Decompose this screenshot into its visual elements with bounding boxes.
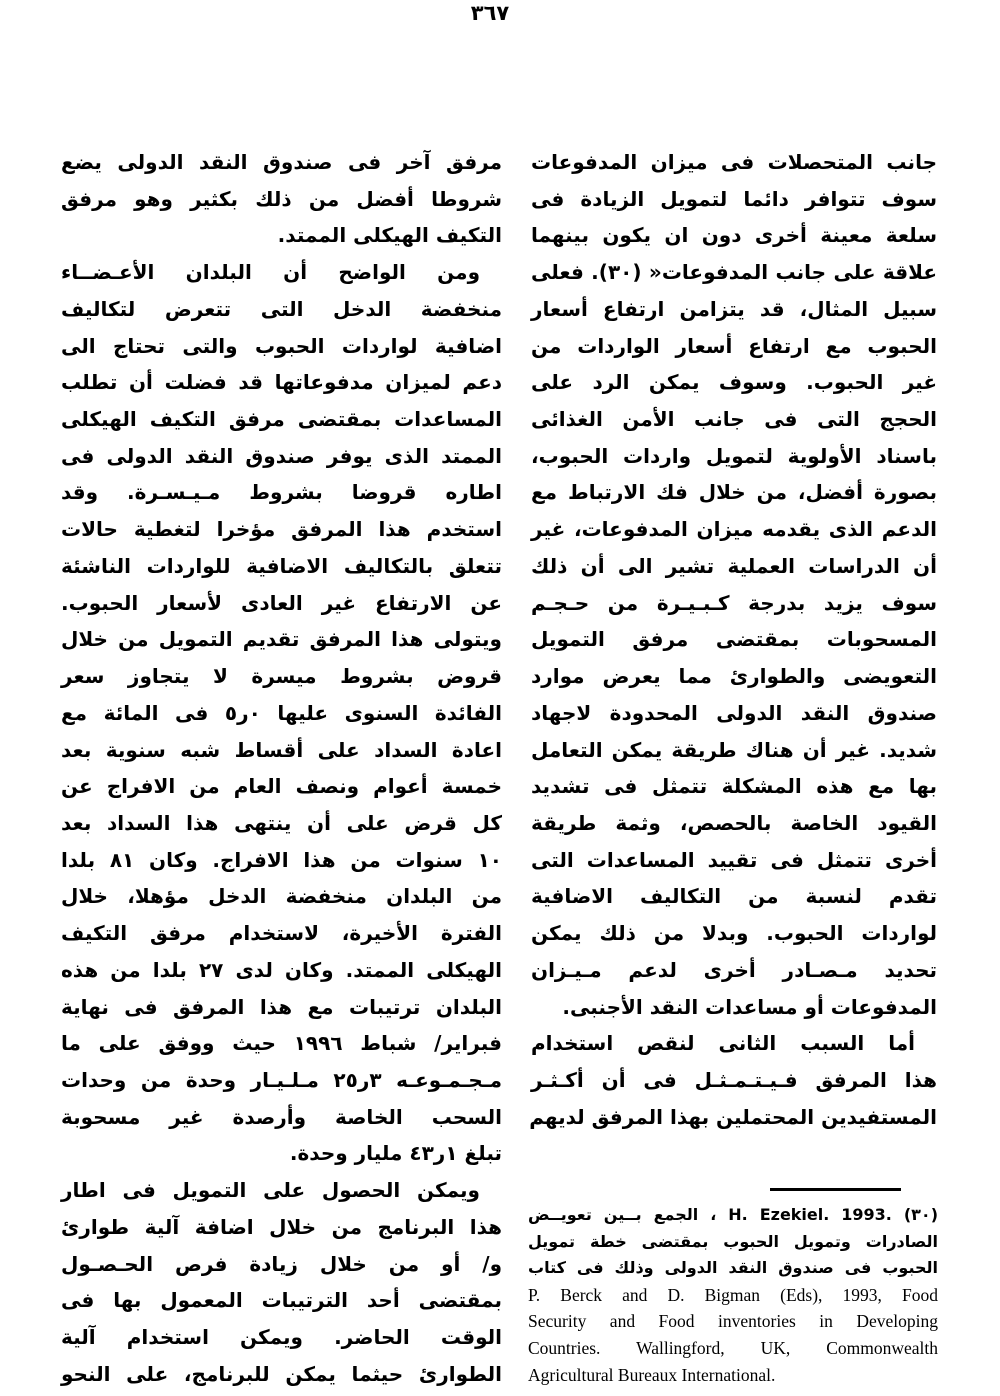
text-line: من البلدان منخفضة الدخل مؤهلا، خلال (61, 884, 502, 909)
text-line: (٣٠) H. Ezekiel. 1993.‎ ، الجمع بــين تعويــض (528, 1205, 938, 1224)
text-line: صندوق النقد الدولى المحدودة لاجهاد (531, 700, 937, 725)
text-line: بمقتضى أحد الترتيبات المعمول بها فى (61, 1288, 502, 1313)
text-line: أما السبب الثانى لنقص استخدام (531, 1031, 915, 1056)
text-line: الوقت الحاضر. ويمكن استخدام آلية (61, 1325, 502, 1349)
text-line: المدفوعات أو مساعدات النقد الأجنبى. (562, 994, 937, 1019)
text-line: أن الدراسات العملية تشير الى أن ذلك (531, 553, 937, 578)
text-line: علاقة على جانب المدفوعات« (٣٠). فعلى (531, 260, 938, 285)
text-line: قروض بشروط ميسرة لا يتجاوز سعر (61, 664, 502, 689)
page-number: ٣٦٧ (470, 1, 510, 25)
right-column (531, 144, 937, 1135)
text-line: منخفضة الدخل التى تتعرض لتكاليف (61, 296, 502, 321)
text-line: ومن الواضح أن البلدان الأعـضــاء (61, 260, 480, 285)
text-line: جانب المتحصلات فى ميزان المدفوعات (531, 150, 937, 174)
text-line: أخرى تتمثل فى تقييد المساعدات التى (531, 847, 937, 872)
text-line: القيود الخاصة بالحصص، وثمة طريقة (531, 810, 937, 835)
text-line: اضافية لواردات الحبوب والتى تحتاج الى (61, 333, 502, 358)
text-line: اعادة السداد على أقساط شبه سنوية بعد (61, 737, 502, 762)
left-column (61, 144, 502, 1392)
text-line: مـجـمـوعـه ٣ر٢٥ مـلـيـار وحدة من وحدات (61, 1067, 502, 1092)
text-line: و/ أو من خلال زيادة فرص الحـصـول (61, 1251, 502, 1276)
text-line: الفائدة السنوى عليها ٠ر٥ فى المائة مع (61, 700, 502, 725)
text-line: الحبوب فى صندوق النقد الدولى وذلك فى كتاب (528, 1258, 938, 1278)
text-line: الهيكلى الممتد. وكان لدى ٢٧ بلدا من هذه (61, 957, 503, 982)
text-line: الصادرات وتمويل الحبوب بمقتضى خطة تمويل (528, 1231, 938, 1251)
text-line: غير الحبوب. وسوف يمكن الرد على (531, 370, 937, 395)
text-line: دعم لميزان مدفوعاتها قد فضلت أن تطلب (61, 370, 502, 395)
text-line: الطوارئ حيثما يمكن للبرنامج، على النحو (61, 1361, 502, 1386)
text-line: تبلغ ١ر٤٣ مليار وحدة. (289, 1141, 502, 1166)
text-line: اطاره قروضا بشروط مـيـسـرة. وقد (61, 480, 502, 505)
text-line: كل قرض على أن ينتهى هذا السداد بعد (61, 810, 502, 835)
text-line: التكيف الهيكلى الممتد. (277, 223, 502, 248)
text-line: سوف تتوافر دائما لتمويل الزيادة فى (531, 186, 937, 211)
footnote-separator (770, 1188, 901, 1191)
text-line: شديد. غير أن هناك طريقة يمكن التعامل (531, 737, 937, 762)
text-line: باسناد الأولوية لتمويل واردات الحبوب، (531, 443, 937, 468)
text-line: شروطا أفضل من ذلك بكثير وهو مرفق (61, 186, 502, 211)
text-line: هذا البرنامج من خلال اضافة آلية طوارئ (61, 1214, 502, 1239)
text-line: تتعلق بالتكاليف الاضافية للواردات الناشئة (61, 553, 502, 578)
text-line: Countries. Wallingford, UK, Commonwealth (528, 1337, 938, 1358)
text-line: تحديد مـصـادر أخرى لدعم مـيـزان (531, 957, 937, 982)
text-line: سوف يزيد بدرجة كـبـيـرة من حـجـم (531, 590, 937, 615)
text-line: البلدان ترتيبات مع هذا المرفق فى نهاية (61, 994, 502, 1019)
text-line: سبيل المثال، قد يتزامن ارتفاع أسعار (531, 296, 937, 321)
text-line: الدعم الذى يقدمه ميزان المدفوعات، غير (531, 517, 937, 542)
text-line: بصورة أفضل، من خلال فك الارتباط مع (531, 480, 937, 505)
text-line: P. Berck and D. Bigman (Eds), 1993, Food (528, 1284, 938, 1305)
text-line: الممتد الذى يوفر صندوق النقد الدولى فى (61, 443, 502, 468)
text-line: خمسة أعوام ونصف العام من الافراج عن (61, 774, 502, 799)
text-line: تقدم لنسبة من التكاليف الاضافية (531, 884, 937, 909)
text-line: بها مع هذه المشكلة تتمثل فى تشديد (531, 774, 937, 799)
text-line: التعويضى والطوارئ مما يعرض موارد (531, 664, 937, 689)
text-line: السحب الخاصة وأرصدة غير مسحوبة (61, 1104, 502, 1129)
text-line: ١٠ سنوات من هذا الافراج. وكان ٨١ بلدا (61, 847, 502, 872)
text-line: سلعة معينة أخرى دون ان يكون بينهما (531, 223, 937, 248)
text-line: الحبوب مع ارتفاع أسعار الواردات من (531, 333, 937, 358)
text-line: مرفق آخر فى صندوق النقد الدولى يضع (61, 150, 502, 174)
text-line: ويتولى هذا المرفق تقديم التمويل من خلال (61, 627, 502, 652)
text-line: لواردات الحبوب. وبدلا من ذلك يمكن (531, 921, 937, 946)
text-line: Agricultural Bureaux International. (528, 1364, 776, 1385)
text-line: عن الارتفاع غير العادى لأسعار الحبوب. (61, 590, 502, 615)
text-line: هذا المرفق فـيـتـمـثـل فى أن أكـثـر (531, 1067, 937, 1092)
text-line: المستفيدين المحتملين بهذا المرفق لديهم (529, 1104, 937, 1129)
text-line: ويمكن الحصول على التمويل فى اطار (61, 1178, 480, 1203)
text-line: الفترة الأخيرة، لاستخدام مرفق التكيف (61, 921, 502, 946)
text-line: Security and Food inventories in Developing (528, 1311, 938, 1332)
footnote (528, 1202, 938, 1388)
text-line: المساعدات بمقتضى مرفق التكيف الهيكلى (61, 407, 502, 432)
text-line: المسحوبات بمقتضى مرفق التمويل (531, 627, 937, 652)
text-line: الحجج التى فى جانب الأمن الغذائى (531, 407, 937, 432)
text-line: استخدم هذا المرفق مؤخرا لتغطية حالات (61, 517, 502, 542)
text-line: فبراير/ شباط ١٩٩٦ حيث ووفق على ما (61, 1031, 502, 1056)
